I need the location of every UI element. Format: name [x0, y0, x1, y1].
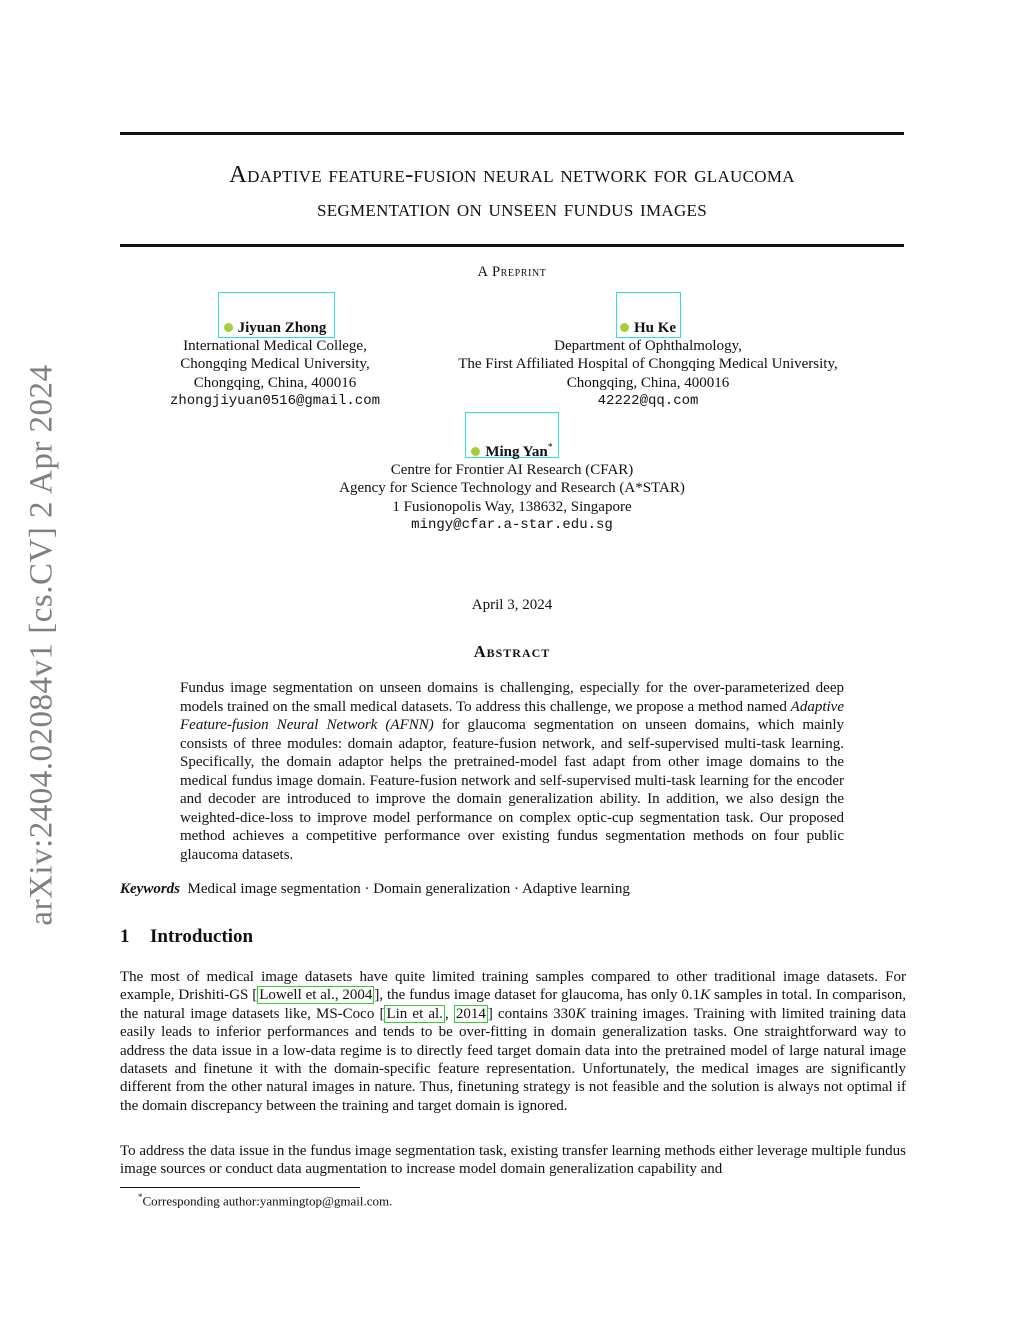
section-number: 1	[120, 926, 130, 947]
text-run: K	[575, 1005, 586, 1022]
preprint-label: A Preprint	[477, 264, 547, 280]
affiliation-line: Agency for Science Technology and Research (A*STAR)	[339, 480, 685, 497]
keywords	[120, 881, 904, 898]
abstract-heading: Abstract	[473, 642, 551, 661]
text-run: samples in total. In comparison, the natural image datasets like, MS-Coco [	[120, 987, 907, 1022]
footnote-text: Corresponding author:yanmingtop@gmail.com.	[142, 1193, 393, 1209]
footnote-rule	[120, 1187, 360, 1188]
section-heading	[120, 926, 253, 948]
text-run: The most of medical image datasets have quite limited training samples compared to other traditional image datasets. For example, Drishiti-GS [	[120, 969, 906, 1004]
text-run: ,	[444, 1005, 454, 1022]
author-block-2	[418, 319, 878, 410]
author-email[interactable]: zhongjiyuan0516@gmail.com	[169, 392, 381, 409]
abstract-part: for glaucoma segmentation on unseen domains, which mainly consists of three modules: domain adaptor, feature-fusion network, and self-supervised multi-task learning. Specifically, the domain adaptor helps the pretrained-model fast adapt from other image domains to the medical fundus image domain. Feature-fusion network and self-supervised multi-task learning for the encoder and decoder are introduced to improve the domain generalization ability. In addition, we also design the weighted-dice-loss to improve model performance on complex optic-cup segmentation task. Our proposed method achieves a competitive performance over existing fundus segmentation methods on four public glaucoma datasets.	[180, 717, 844, 863]
author-block-3	[262, 439, 762, 534]
abstract-method-name: Adaptive Feature-fusion Neural Network (AFNN)	[180, 698, 844, 733]
text-run: training images. Training with limited training data easily leads to inferior performances and tends to be over-fitting in domain generalization tasks. One straightforward way to address the data issue in a low-data regime is to directly feed target domain data into the pretrained model of large natural image datasets and finetune it with the domain-specific feature representation. Unfortunately, the medical images are significantly different from the other natural images in nature. Thus, finetuning strategy is not feasible and the solution is always not optimal if the domain discrepancy between the training and target domain is ignored.	[120, 1005, 907, 1114]
corresponding-marker[interactable]: *	[547, 442, 553, 453]
author-name[interactable]: Hu Ke	[633, 320, 677, 336]
author-email[interactable]: mingy@cfar.a-star.edu.sg	[411, 516, 613, 533]
citation-link[interactable]: 2014	[455, 1005, 486, 1022]
orcid-icon[interactable]	[471, 447, 480, 456]
paper-title	[120, 158, 904, 226]
abstract-text	[180, 679, 844, 864]
author-block-1	[140, 319, 410, 410]
affiliation-line: Centre for Frontier AI Research (CFAR)	[390, 462, 634, 479]
orcid-icon[interactable]	[620, 323, 629, 332]
publication-date: April 3, 2024	[471, 597, 553, 613]
citation-link[interactable]: Lin et al.	[386, 1005, 443, 1022]
affiliation-line: Chongqing, China, 400016	[193, 374, 357, 391]
affiliation-line: 1 Fusionopolis Way, 138632, Singapore	[392, 498, 632, 515]
section-title: Introduction	[150, 926, 254, 947]
orcid-icon[interactable]	[224, 323, 233, 332]
footnote-marker: *	[138, 1192, 143, 1202]
affiliation-line: The First Affiliated Hospital of Chongqing Medical University,	[458, 356, 838, 373]
title-bottom-rule	[120, 244, 904, 247]
footnote	[138, 1192, 392, 1209]
intro-paragraph-2: To address the data issue in the fundus image segmentation task, existing transfer learning methods either leverage multiple fundus image sources or conduct data augmentation to increase model domain generalization capability and	[120, 1143, 906, 1178]
keywords-text: Medical image segmentation · Domain generalization · Adaptive learning	[187, 881, 630, 897]
abstract-part: Fundus image segmentation on unseen domains is challenging, especially for the over-parameterized deep models trained on the small medical datasets. To address this challenge, we propose a method named	[180, 680, 844, 715]
citation-link[interactable]: Lowell et al., 2004	[259, 987, 373, 1004]
author-email[interactable]: 42222@qq.com	[597, 392, 699, 409]
text-run: ] contains 330	[487, 1005, 576, 1022]
affiliation-line: Chongqing Medical University,	[180, 356, 370, 373]
author-name[interactable]: Jiyuan Zhong	[237, 320, 327, 336]
affiliation-line: Department of Ophthalmology,	[554, 338, 742, 355]
text-run: K	[700, 987, 711, 1004]
arxiv-identifier: arXiv:2404.02084v1 [cs.CV] 2 Apr 2024	[23, 364, 60, 926]
title-line-1: Adaptive feature-fusion neural network for glaucoma	[229, 161, 795, 188]
intro-paragraph-1	[120, 968, 906, 1115]
affiliation-line: International Medical College,	[183, 338, 367, 355]
author-name[interactable]: Ming Yan	[485, 444, 548, 460]
title-line-2: segmentation on unseen fundus images	[316, 195, 707, 222]
text-run: ], the fundus image dataset for glaucoma, has only 0.1	[374, 987, 701, 1004]
top-rule	[120, 132, 904, 135]
keywords-label: Keywords	[120, 881, 180, 897]
affiliation-line: Chongqing, China, 400016	[566, 374, 730, 391]
